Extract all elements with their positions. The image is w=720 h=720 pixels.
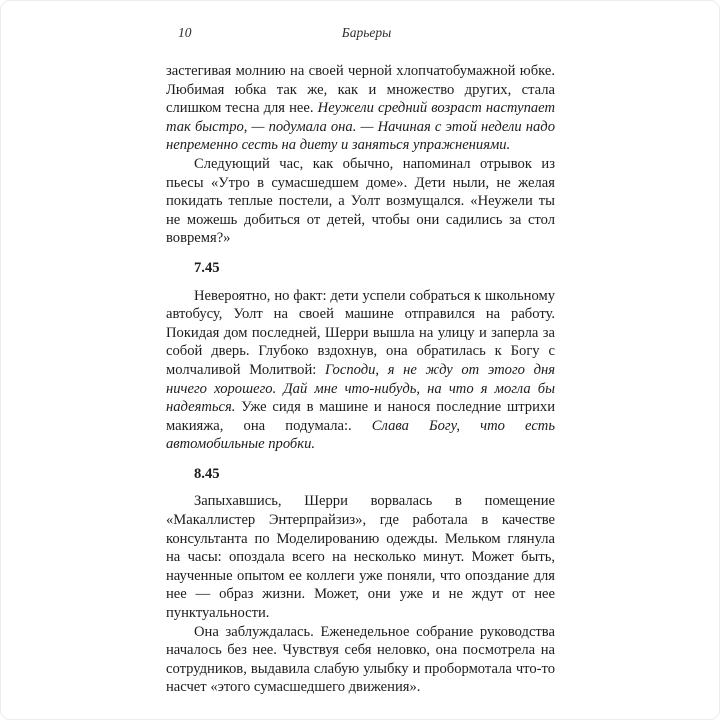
page-body	[166, 62, 555, 697]
body-text: Невероятно, но факт: дети успели собраться к школьному автобусу, Уолт на своей машине отправился на работу. Покидая дом последней, Шерри вышла на улицу и заперла за собой дверь. Глубоко вздохнув, она обратилась к Богу с молчаливой Молитвой:	[166, 287, 555, 378]
body-text: Следующий час, как обычно, напоминал отрывок из пьесы «Утро в сумасшедшем доме». Дети ныли, не желая покидать теплые постели, а Уолт возмущался. «Неужели ты не можешь добиться от детей, чтобы они садились за стол вовремя?»	[166, 155, 555, 247]
body-text: застегивая молнию на своей черной хлопчатобумажной юбке. Любимая юбка так же, как и множество других, стала слишком тесна для нее.	[166, 63, 555, 117]
page-header	[178, 25, 555, 41]
italic-text: Неужели средний возраст наступает так быстро, — подумала она. — Начиная с этой недели надо непременно сесть на диету и заняться упражнениями.	[166, 100, 555, 154]
running-title: Барьеры	[341, 25, 392, 40]
time-heading: 8.45	[194, 465, 220, 482]
time-heading: 7.45	[194, 259, 220, 276]
paragraph	[166, 623, 555, 697]
page-number: 10	[178, 25, 192, 40]
paragraph	[166, 155, 555, 248]
italic-text: Слава Богу, что есть автомобильные пробки.	[166, 417, 555, 453]
paragraph	[166, 62, 555, 155]
body-text: Она заблуждалась. Еженедельное собрание руководства началось без нее. Чувствуя себя неловко, она посмотрела на сотрудников, выдавила слабую улыбку и пробормотала что-то насчет «этого сумасшедшего движения».	[166, 623, 555, 696]
paragraph	[166, 492, 555, 622]
body-text: Запыхавшись, Шерри ворвалась в помещение «Макаллистер Энтерпрайзиз», где работала в качестве консультанта по Моделированию одежды. Мельком глянула на часы: опоздала всего на несколько минут. Может быть, наученные опытом ее коллеги уже поняли, что опоздание для нее — образ жизни. Может, они уже и не ждут от нее пунктуальности.	[166, 493, 555, 622]
italic-text: Господи, я не жду от этого дня ничего хорошего. Дай мне что-нибудь, на что я могла бы надеяться.	[166, 361, 555, 416]
paragraph	[166, 287, 555, 454]
body-text: Уже сидя в машине и нанося последние штрихи макияжа, она подумала:.	[166, 399, 555, 434]
